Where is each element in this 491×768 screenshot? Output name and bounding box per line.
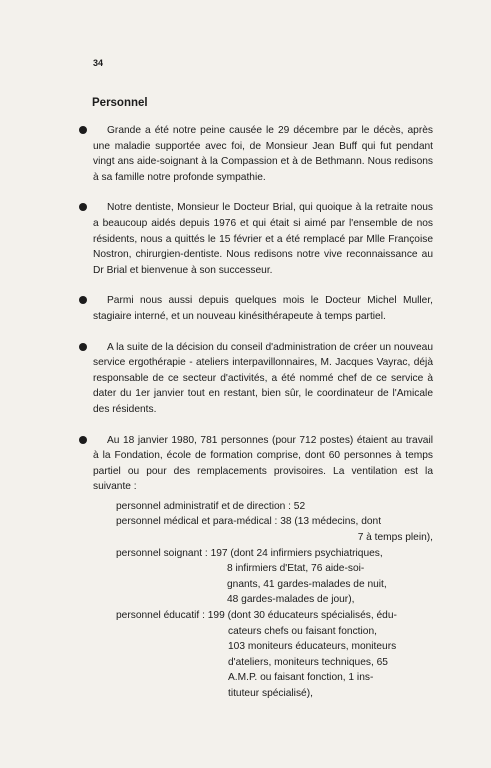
paragraph-text: Parmi nous aussi depuis quelques mois le Docteur Michel Muller, stagiaire interné, et un nouveau kinésithérapeute à temps partiel. xyxy=(93,295,433,322)
paragraph-text: A la suite de la décision du conseil d'administration de créer un nouveau service ergothérapie - ateliers interpavillonnaires, M. Jacques Vayrac, déjà responsable de ce secteur d'activités, a été nommé chef de ce service à dater du 1er janvier tout en restant, bien sûr, le coordinateur de l'Amicale des résidents. xyxy=(93,341,433,415)
bullet-icon xyxy=(79,436,87,444)
paragraph-text: Au 18 janvier 1980, 781 personnes (pour 712 postes) étaient au travail à la Fondation, école de formation comprise, dont 60 personnes à temps partiel ou pour des remplacements provisoires. La ventilation est la suivante : xyxy=(93,434,433,493)
ventilation-educatif xyxy=(93,608,433,702)
ventilation-label: personnel éducatif : 199 (dont 30 éducateurs spécialisés, édu- xyxy=(116,610,397,622)
ventilation-label: personnel administratif et de direction : 52 xyxy=(116,500,306,512)
bullet-icon xyxy=(79,126,87,134)
paragraph-text: Grande a été notre peine causée le 29 décembre par le décès, après une maladie supportée avec foi, de Monsieur Jean Buff qui fut pendant vingt ans aide-soignant à la Compassion et à de Bethmann. Nous redisons à sa famille notre profonde sympathie. xyxy=(93,125,433,183)
page-number: 34 xyxy=(93,58,104,68)
paragraph-ergotherapie xyxy=(93,340,433,418)
ventilation-administratif xyxy=(93,499,433,515)
ventilation-line: gnants, 41 gardes-malades de nuit, xyxy=(227,578,387,590)
ventilation-line: 48 gardes-malades de jour), xyxy=(227,594,355,606)
ventilation-label: personnel médical et para-médical : 38 (13 médecins, dont xyxy=(116,516,382,528)
paragraph-effectifs xyxy=(93,433,433,495)
bullet-icon xyxy=(79,343,87,351)
ventilation-soignant xyxy=(93,546,433,608)
ventilation-label: personnel soignant : 197 (dont 24 infirmiers psychiatriques, xyxy=(116,547,383,559)
ventilation-line: tituteur spécialisé), xyxy=(228,688,313,699)
paragraph-deces xyxy=(93,123,433,185)
paragraph-dentiste xyxy=(93,200,433,278)
section-title: Personnel xyxy=(92,97,148,109)
bullet-icon xyxy=(79,296,87,304)
ventilation-line: cateurs chefs ou faisant fonction, xyxy=(228,625,377,637)
ventilation-line: d'ateliers, moniteurs techniques, 65 xyxy=(228,656,388,668)
paragraph-text: Notre dentiste, Monsieur le Docteur Brial, qui quoique à la retraite nous a beaucoup aidés depuis 1976 et qui était si aimé par l'ensemble de nos résidents, nous a quittés le 15 février et a été remplacé par Mlle Françoise Nostron, chirurgien-dentiste. Nous redisons notre vive reconnaissance au Dr Brial et bienvenue à son successeur. xyxy=(93,202,433,276)
ventilation-line: 8 infirmiers d'Etat, 76 aide-soi- xyxy=(227,563,365,575)
ventilation-list xyxy=(93,499,433,702)
ventilation-medical xyxy=(93,514,433,545)
bullet-icon xyxy=(79,203,87,211)
paragraph-muller xyxy=(93,293,433,324)
ventilation-line: 103 moniteurs éducateurs, moniteurs xyxy=(228,641,397,653)
ventilation-line: A.M.P. ou faisant fonction, 1 ins- xyxy=(228,672,374,684)
ventilation-line: 7 à temps plein), xyxy=(357,532,433,544)
document-body xyxy=(93,123,433,702)
